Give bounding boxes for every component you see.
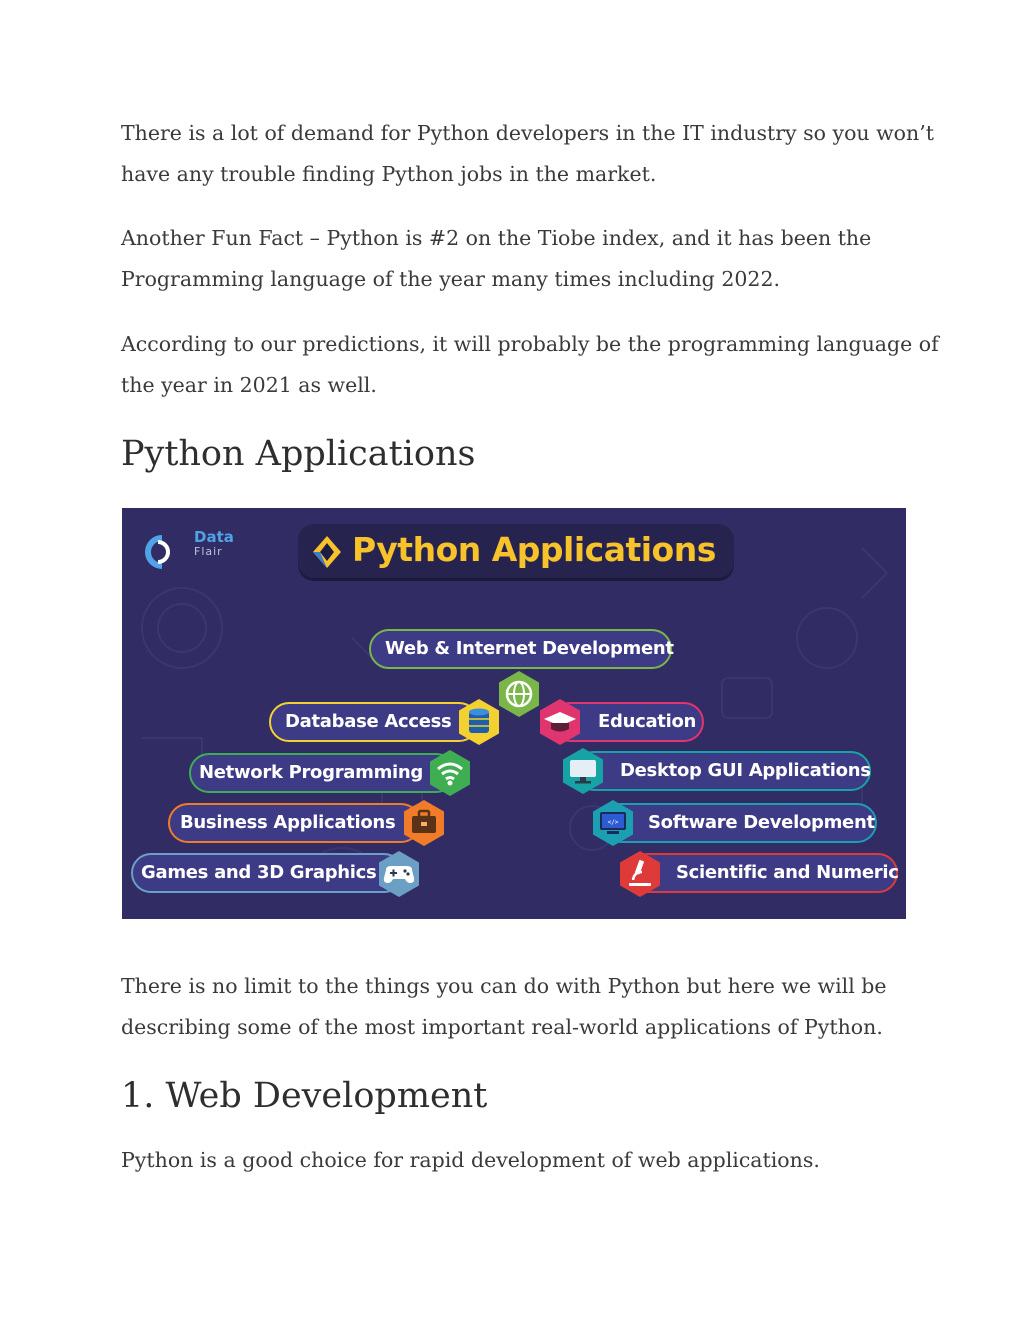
app-network-programming: Network Programming	[189, 753, 456, 793]
app-scientific-numeric: Scientific and Numeric	[628, 853, 898, 893]
heading-python-applications: Python Applications	[121, 434, 476, 474]
paragraph-no-limit: There is no limit to the things you can do with Python but here we will be describing some of the most important real-world applications of Python.	[121, 974, 887, 1039]
infographic-title: Python Applications	[352, 530, 716, 569]
app-web-internet-development: Web & Internet Development	[369, 629, 672, 669]
app-desktop-gui-applications: Desktop GUI Applications	[574, 751, 871, 791]
code-monitor-icon	[589, 799, 637, 847]
app-database-access: Database Access	[269, 702, 479, 742]
dataflair-logo: Data Flair	[136, 528, 246, 578]
paragraph-predictions: According to our predictions, it will probably be the programming language of the year in 2021 as well.	[121, 332, 939, 397]
app-education: Education	[550, 702, 704, 742]
wifi-icon	[426, 749, 474, 797]
python-applications-infographic	[122, 508, 906, 919]
app-business-applications: Business Applications	[168, 803, 421, 843]
paragraph-fun-fact: Another Fun Fact – Python is #2 on the Tiobe index, and it has been the Programming language of the year many times including 2022.	[121, 226, 872, 291]
infographic-title-banner	[298, 524, 734, 578]
app-software-development: Software Development	[600, 803, 877, 843]
python-logo-icon	[310, 534, 344, 570]
heading-web-development: 1. Web Development	[121, 1076, 488, 1116]
paragraph-web-development: Python is a good choice for rapid development of web applications.	[121, 1148, 820, 1172]
svg-text:</>: </>	[607, 819, 619, 826]
app-games-3d-graphics: Games and 3D Graphics	[131, 853, 404, 893]
database-icon	[455, 698, 503, 746]
gamepad-icon	[375, 850, 423, 898]
briefcase-icon	[400, 799, 448, 847]
graduation-cap-icon	[536, 698, 584, 746]
monitor-icon	[559, 747, 607, 795]
dataflair-logo-mark-icon	[136, 528, 186, 578]
paragraph-python-demand: There is a lot of demand for Python developers in the IT industry so you won’t have any trouble finding Python jobs in the market.	[121, 121, 934, 186]
microscope-icon	[616, 850, 664, 898]
